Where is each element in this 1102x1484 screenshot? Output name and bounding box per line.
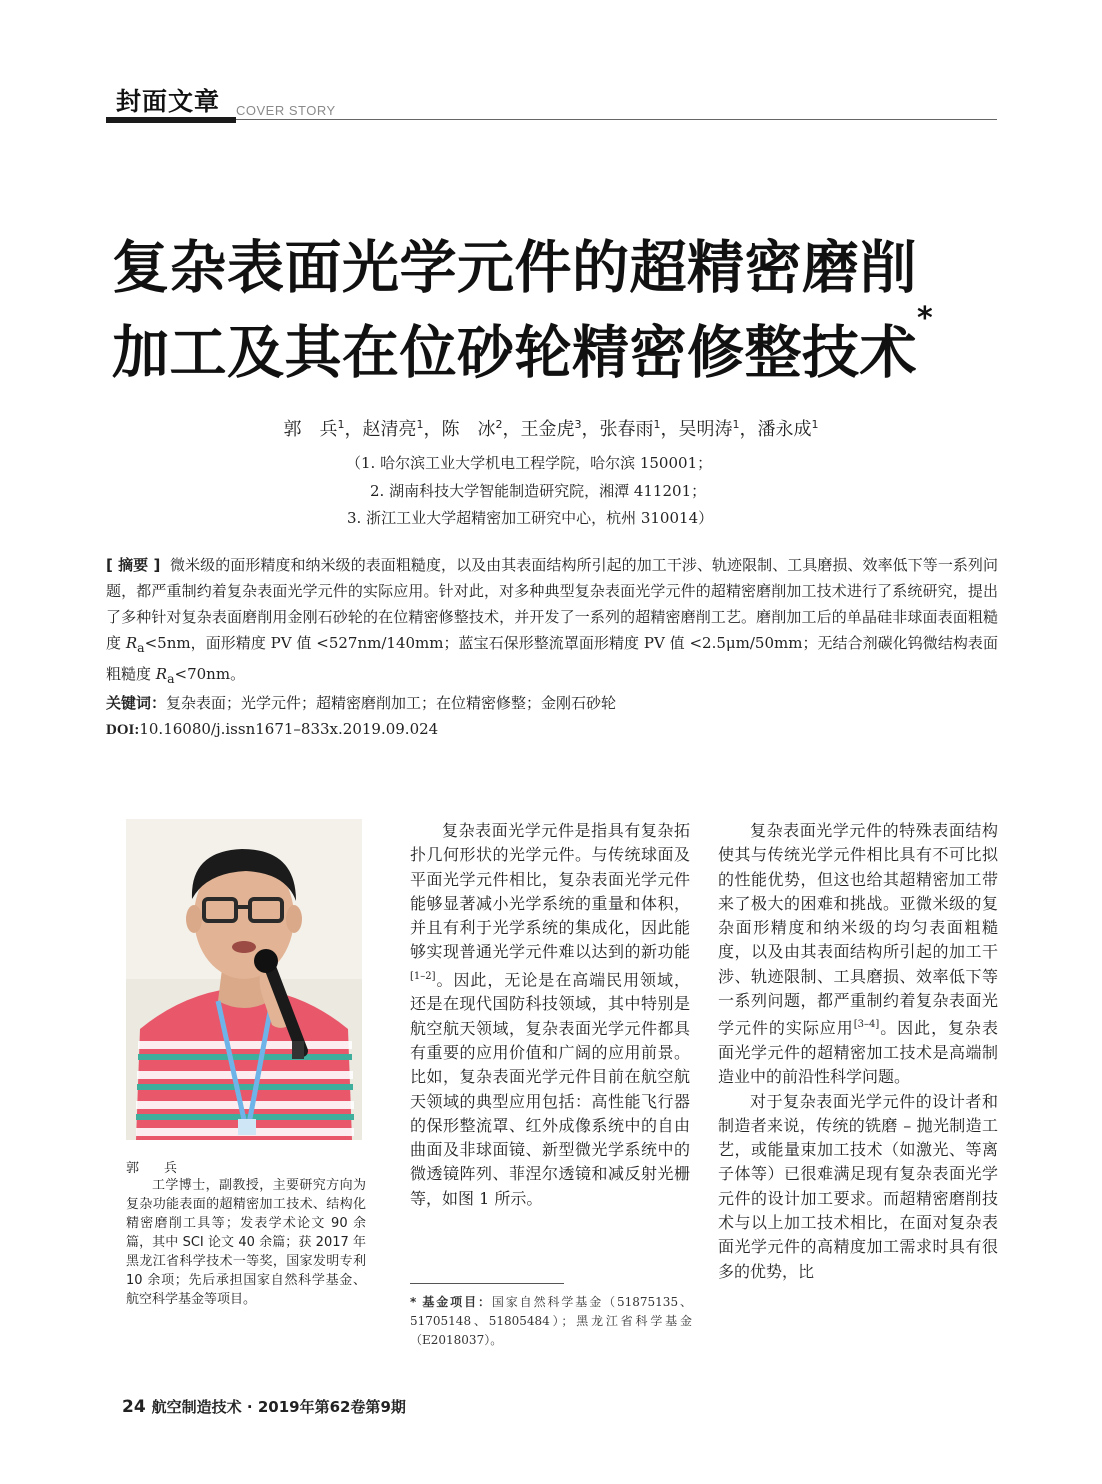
body-paragraph: [410, 819, 690, 1211]
body-text: 。因此，无论是在高端民用领域，还是在现代国防科技领域，其中特别是航空航天领域，复杂表面光学元件都具有重要的应用价值和广阔的应用前景。比如，复杂表面光学元件目前在航空航天领域的典型应用包括：高性能飞行器的保形整流罩、红外成像系统中的自由曲面及非球面镜、新型微光学系统中的微透镜阵列、菲涅尔透镜和减反射光栅等，如图 1 所示。: [410, 970, 690, 1208]
author-affiliation-sup: 1: [732, 418, 740, 431]
author-name: 张春雨: [599, 419, 654, 440]
body-text: 复杂表面光学元件的特殊表面结构使其与传统光学元件相比具有不可比拟的性能优势，但这也给其超精密加工带来了极大的困难和挑战。亚微米级的复杂面形精度和纳米级的均匀表面粗糙度，以及由其表面结构所引起的加工干涉、轨迹限制、工具磨损、效率低下等一系列问题，都严重制约着复杂表面光学元件的实际应用: [718, 821, 998, 1038]
body-text: 。因此，复杂表面光学元件的超精密加工技术是高端制造业中的前沿性科学问题。: [718, 1018, 998, 1087]
article-title-line2-text: 加工及其在位砂轮精密修整技术: [112, 320, 917, 386]
doi-label: DOI:: [106, 722, 140, 738]
article-title-line2: [112, 301, 1002, 389]
title-footnote-mark: *: [917, 301, 934, 336]
keywords-text: 复杂表面；光学元件；超精密磨削加工；在位精密修整；金刚石砂轮: [166, 694, 617, 712]
author-photo: [126, 819, 362, 1140]
body-column-2: [718, 819, 998, 1284]
article-title-line1: 复杂表面光学元件的超精密磨削: [112, 235, 917, 301]
section-title: 封面文章: [116, 87, 221, 116]
author-affiliation-sup: 1: [337, 418, 345, 431]
roughness-symbol: R: [125, 634, 138, 652]
author-affiliation-sup: 1: [416, 418, 424, 431]
author-name: 陈 冰: [441, 419, 496, 440]
abstract: [106, 552, 998, 692]
author-name: 郭 兵: [283, 419, 338, 440]
body-column-1: [410, 819, 690, 1211]
roughness-subscript: a: [137, 640, 145, 655]
citation: [3–4]: [853, 1019, 880, 1031]
affiliation-1: （1. 哈尔滨工业大学机电工程学院，哈尔滨 150001；: [346, 454, 713, 472]
keywords: [106, 692, 998, 713]
abstract-text: <70nm。: [174, 665, 246, 683]
body-paragraph: [718, 819, 998, 1090]
author-name: 王金虎: [520, 419, 575, 440]
abstract-label: [ 摘要 ]: [106, 556, 161, 574]
author-name: 吴明涛: [678, 419, 733, 440]
abstract-text: <5nm，面形精度 PV 值 <527nm/140mm；蓝宝石保形整流罩面形精度 PV 值 <2.5μm/50mm；无结合剂碳化钨微结构表面粗糙度: [106, 634, 998, 683]
author-affiliation-sup: 2: [495, 418, 503, 431]
author-affiliation-sup: 1: [653, 418, 661, 431]
citation: [1–2]: [410, 970, 436, 982]
funding-footnote: [410, 1293, 692, 1350]
keywords-label: 关键词：: [106, 694, 167, 712]
journal-info: 航空制造技术 · 2019年第62卷第9期: [151, 1398, 406, 1416]
author-photo-illustration: [126, 819, 362, 1140]
page-footer: [122, 1396, 406, 1417]
roughness-symbol: R: [155, 665, 168, 683]
body-paragraph: 对于复杂表面光学元件的设计者和制造者来说，传统的铣磨 – 抛光制造工艺，或能量束加工技术（如激光、等离子体等）已很难满足现有复杂表面光学元件的设计加工要求。而超精密磨削技术与以上加工技术相比，在面对复杂表面光学元件的高精度加工需求时具有很多的优势，比: [718, 1091, 998, 1281]
header-thick-rule: [106, 117, 236, 123]
affiliation-3: 3. 浙江工业大学超精密加工研究中心，杭州 310014）: [347, 509, 714, 527]
author-list: 郭 兵$^1$，赵清亮$^1$，陈 冰$^2$，王金虎$^3$，张春雨$^1$，吴明涛$^1$，潘永成$^1$: [283, 418, 819, 440]
author-affiliation-sup: 3: [574, 418, 582, 431]
footnote-rule: [410, 1283, 564, 1284]
doi-value: 10.16080/j.issn1671–833x.2019.09.024: [139, 720, 439, 738]
body-text: 复杂表面光学元件是指具有复杂拓扑几何形状的光学元件。与传统球面及平面光学元件相比，复杂表面光学元件能够显著减小光学系统的重量和体积，并且有利于光学系统的集成化，因此能够实现普通光学元件难以达到的新功能: [410, 821, 690, 962]
roughness-subscript: a: [167, 671, 175, 686]
bio-name: 郭 兵: [126, 1161, 184, 1176]
section-subtitle: COVER STORY: [236, 103, 336, 118]
abstract-text: 微米级的面形精度和纳米级的表面粗糙度，以及由其表面结构所引起的加工干涉、轨迹限制、工具磨损、效率低下等一系列问题，都严重制约着复杂表面光学元件的实际应用。针对此，对多种典型复杂表面光学元件的超精密磨削加工技术进行了系统研究，提出了多种针对复杂表面磨削用金刚石砂轮的在位精密修整技术，并开发了一系列的超精密磨削工艺。磨削加工后的单晶硅非球面表面粗糙度: [106, 556, 998, 652]
page-number: 24: [122, 1397, 146, 1417]
author-affiliation-sup: 1: [811, 418, 819, 431]
author-name: 潘永成: [757, 419, 812, 440]
doi: [106, 720, 438, 739]
author-name: 赵清亮: [362, 419, 417, 440]
bio-text: 工学博士，副教授，主要研究方向为复杂功能表面的超精密加工技术、结构化精密磨削工具等；发表学术论文 90 余篇，其中 SCI 论文 40 余篇；获 2017 年黑龙江省科学技术一等奖，国家发明专利 10 余项；先后承担国家自然科学基金、航空科学基金等项目。: [126, 1178, 366, 1307]
header-thin-rule: [236, 119, 997, 120]
footnote-label: * 基金项目：: [410, 1295, 492, 1309]
affiliation-2: 2. 湖南科技大学智能制造研究院，湘潭 411201；: [370, 482, 707, 500]
footnote-text: 国家自然科学基金（51875135、51705148、51805484）；黑龙江省科学基金（E2018037）。: [410, 1295, 692, 1347]
